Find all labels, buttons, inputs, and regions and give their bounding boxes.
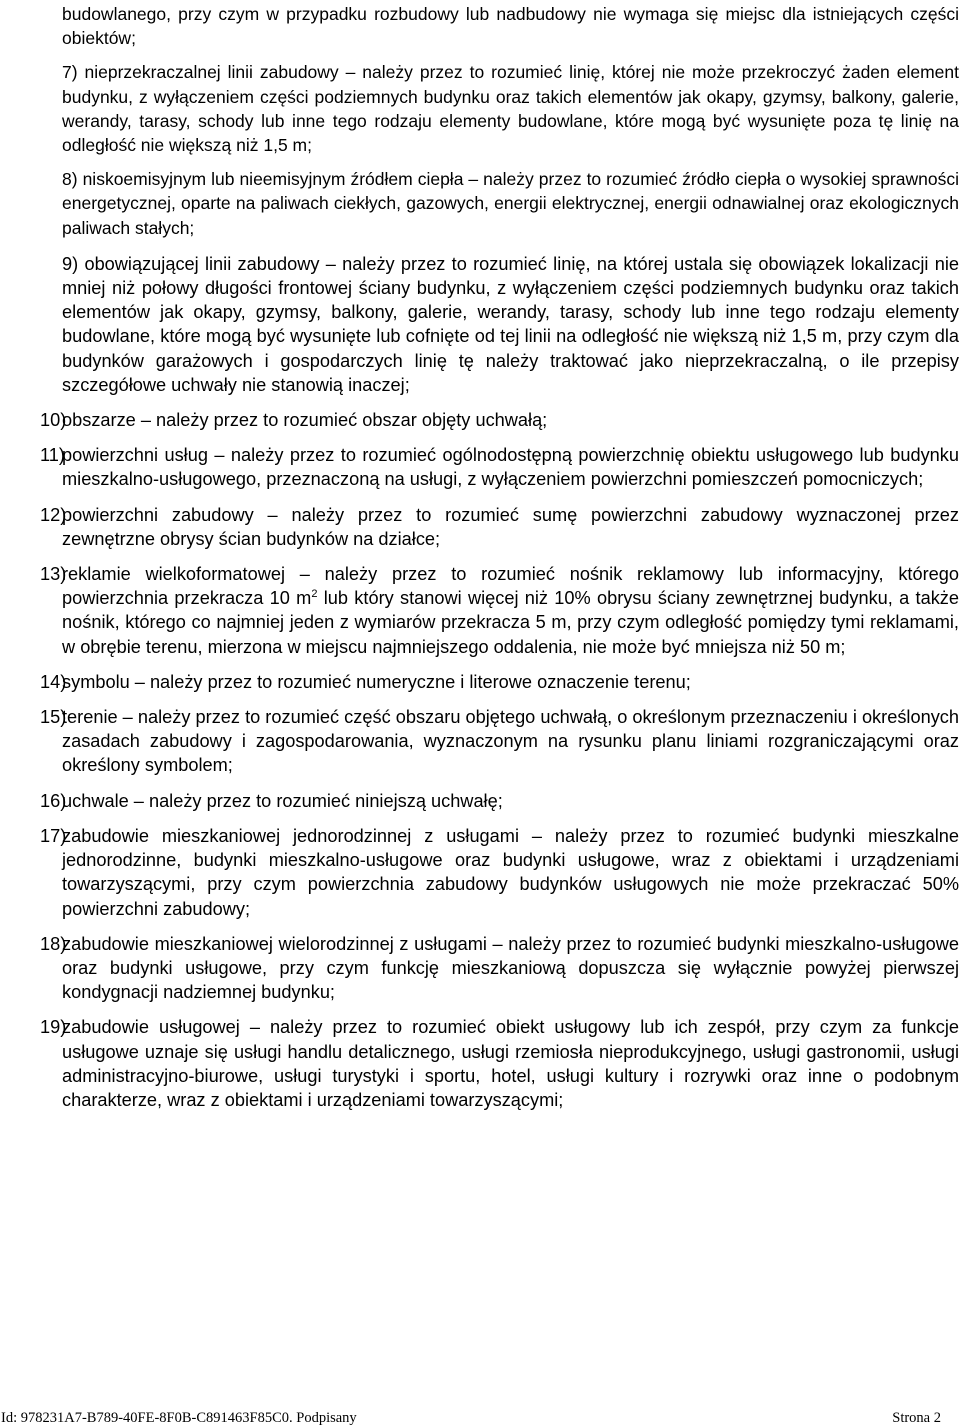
lead-paragraph: budowlanego, przy czym w przypadku rozbudowy lub nadbudowy nie wymaga się miejsc dla istniejących części obiektów; [62,4,959,49]
definition-item-7 [62,60,959,157]
definition-item-14 [40,670,959,694]
definition-item-18 [40,932,959,1005]
item-text: uchwale – należy przez to rozumieć niniejszą uchwałę; [62,790,503,811]
definition-item-15 [40,705,959,778]
item-text: zabudowie usługowej – należy przez to rozumieć obiekt usługowy lub ich zespół, przy czym za funkcje usługowe uznaje się usługi handlu detalicznego, usługi rzemiosła nieprodukcyjnego, usługi gastronomii, usługi administracyjno-biurowe, usługi turystyki i sportu, hotel, usługi kultury i rozrywki oraz inne o podobnym charakterze, wraz z obiektami i urządzeniami towarzyszącymi; [62,1017,959,1110]
document-id: Id: 978231A7-B789-40FE-8F0B-C891463F85C0. Podpisany [1,1410,357,1426]
item-text: obszarze – należy przez to rozumieć obszar objęty uchwałą; [62,410,548,431]
item-text: terenie – należy przez to rozumieć część obszaru objętego uchwałą, o określonym przeznaczeniu i określonych zasadach zabudowy i zagospodarowania, wyznaczonym na rysunku planu liniami rozgraniczającymi oraz określony symbolem; [62,707,959,776]
item-number: 11) [40,445,65,466]
definition-item-9 [62,252,959,397]
definition-item-19 [40,1015,959,1112]
page-number: Strona 2 [892,1410,941,1426]
item-text-before: reklamie wielkoformatowej – należy przez to rozumieć nośnik reklamowy lub informacyjny, którego powierzchnia przekracza 10 m [62,564,959,609]
item-number: 15) [40,707,67,728]
item-number: 12) [40,504,67,525]
item-number: 13) [40,564,67,585]
item-number: 18) [40,933,67,954]
item-text: zabudowie mieszkaniowej jednorodzinnej z usługami – należy przez to rozumieć budynki mieszkalne jednorodzinne, budynki mieszkalno-usługowe oraz budynki usługowe, wraz z obiektami i urządzeniami towarzyszącymi, przy czym powierzchnia zabudowy budynków usługowych nie może przekraczać 50% powierzchni zabudowy; [62,825,959,919]
item-text: nieprzekraczalnej linii zabudowy – należy przez to rozumieć linię, której nie może przekroczyć żaden element budynku, z wyłączeniem części podziemnych budynku oraz takich elementów jak okapy, gzymsy, balkony, galerie, werandy, tarasy, schody lub inne tego rodzaju elementy budowlane, które mogą być wysunięte poza tę linię na odległość nie większą niż 1,5 m; [62,62,959,156]
item-number: 17) [40,825,67,846]
item-number: 16) [40,790,67,811]
item-text: powierzchni zabudowy – należy przez to rozumieć sumę powierzchni zabudowy wyznaczonej przez zewnętrzne obrysy ścian budynków na działce; [62,504,959,549]
item-number: 14) [40,671,67,692]
superscript-exponent: 2 [311,588,318,601]
document-body [40,0,959,1112]
definition-item-12 [40,503,959,551]
page-footer [0,1408,960,1428]
item-number: 7) [62,62,78,83]
item-number: 8) [62,169,78,190]
item-text-after: lub który stanowi więcej niż 10% obrysu ściany zewnętrznej budynku, a także nośnik, którego co najmniej jeden z wymiarów przekracza 5 m, przy czym odległość pomiędzy tymi reklamami, w obrębie terenu, mierzona w miejscu najmniejszego oddalenia, nie może być mniejsza niż 50 m; [62,588,959,657]
definition-item-8 [62,167,959,240]
item-text: niskoemisyjnym lub nieemisyjnym źródłem ciepła – należy przez to rozumieć źródło ciepła o wysokiej sprawności energetycznej, oparte na paliwach ciekłych, gazowych, energii elektrycznej, energii odnawialnej oraz ekologicznych paliwach stałych; [62,169,959,238]
definition-item-16 [40,789,959,813]
item-text: symbolu – należy przez to rozumieć numeryczne i literowe oznaczenie terenu; [62,671,691,692]
item-text: zabudowie mieszkaniowej wielorodzinnej z usługami – należy przez to rozumieć budynki mieszkalno-usługowe oraz budynki usługowe, przy czym funkcję mieszkaniową dopuszcza się wyłącznie powyżej pierwszej kondygnacji nadziemnej budynku; [62,933,959,1003]
item-text: obowiązującej linii zabudowy – należy przez to rozumieć linię, na której ustala się obowiązek lokalizacji nie mniej niż połowy długości frontowej ściany budynku, z wyłączeniem części podziemnych budynku oraz takich elementów jak okapy, gzymsy, balkony, galerie, werandy, tarasy, schody lub inne tego rodzaju elementy budowlane, które mogą być wysunięte lub cofnięte od tej linii na odległość nie większą niż 1,5 m, przy czym dla budynków garażowych i gospodarczych linię tę należy traktować jako nieprzekraczalną, o ile przepisy szczegółowe uchwały nie stanowią inaczej; [62,253,959,395]
item-text: powierzchni usług – należy przez to rozumieć ogólnodostępną powierzchnię obiektu usługowego lub budynku mieszkalno-usługowego, przeznaczoną na usługi, z wyłączeniem powierzchni pomieszczeń pomocniczych; [62,445,959,490]
item-number: 9) [62,253,79,274]
item-number: 19) [40,1017,67,1038]
item-number: 10) [40,410,67,431]
definition-item-17 [40,824,959,921]
definition-item-13 [40,562,959,659]
definition-item-11 [40,443,959,491]
definition-item-10 [40,408,959,432]
